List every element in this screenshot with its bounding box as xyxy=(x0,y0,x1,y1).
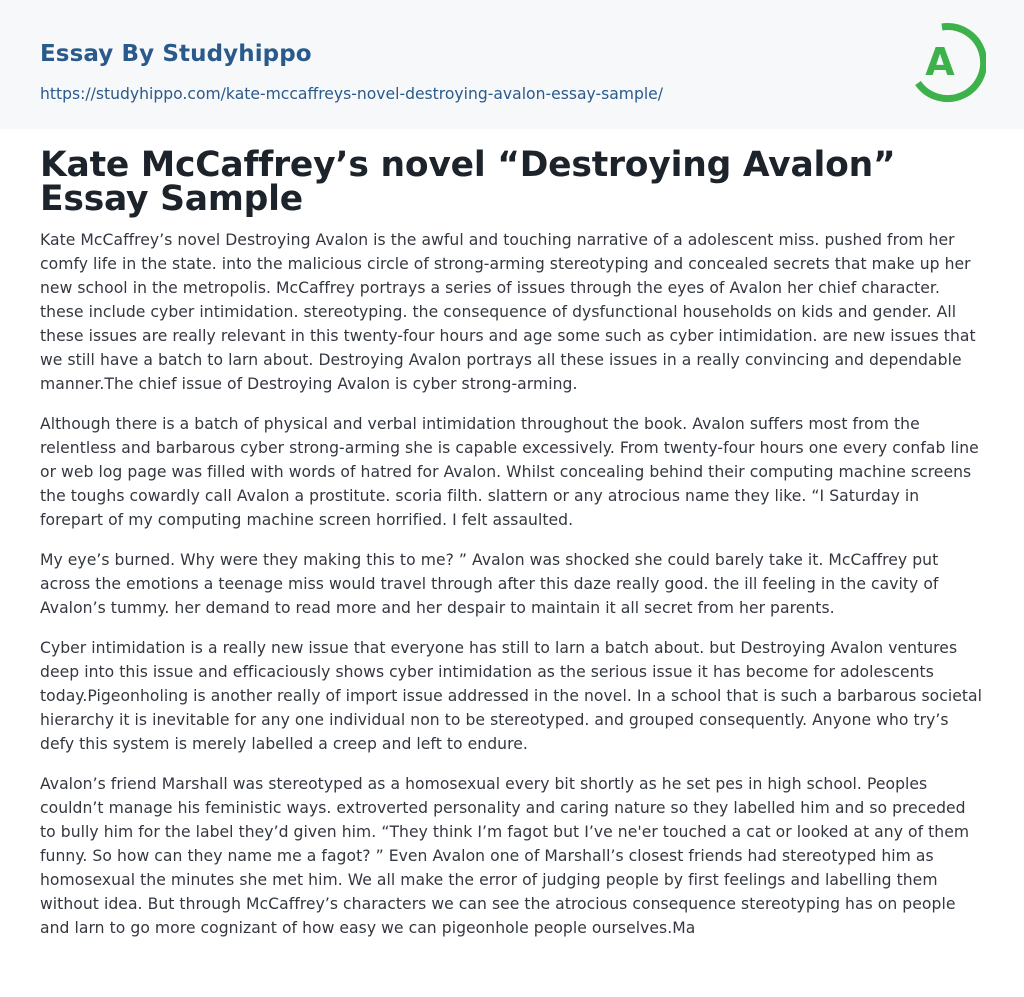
essay-paragraph: Avalon’s friend Marshall was stereotyped as a homosexual every bit shortly as he set pes in high school. Peoples couldn’t manage his feministic ways. extroverted personality and caring nature so they labelled him and so preceded to bully him for the label they’d given him. “They think I’m fagot but I’ve ne'er touched a cat or looked at any of them funny. So how can they name me a fagot? ” Even Avalon one of Marshall’s closest friends had stereotyped him as homosexual the minutes she met him. We all make the error of judging people by first feelings and labelling them without idea. But through McCaffrey’s characters we can see the atrocious consequence stereotyping has on people and larn to go more cognizant of how easy we can pigeonhole people ourselves.Ma xyxy=(40,775,970,937)
essay-paragraph: My eye’s burned. Why were they making this to me? ” Avalon was shocked she could barely take it. McCaffrey put across the emotions a teenage miss would travel through after this daze really good. the ill feeling in the cavity of Avalon’s tummy. her demand to read more and her despair to maintain it all secret from her parents. xyxy=(40,551,939,617)
page-url-link[interactable]: https://studyhippo.com/kate-mccaffreys-novel-destroying-avalon-essay-sample/ xyxy=(40,85,664,103)
studyhippo-logo-icon[interactable] xyxy=(912,19,986,105)
essay-paragraph: Cyber intimidation is a really new issue that everyone has still to larn a batch about. but Destroying Avalon ventures deep into this issue and efficaciously shows cyber intimidation as the serious issue it has become for adolescents today.Pigeonholing is another really of import issue addressed in the novel. In a school that is such a barbarous societal hierarchy it is inevitable for any one individual non to be stereotyped. and grouped consequently. Anyone who try’s defy this system is merely labelled a creep and left to endure. xyxy=(40,639,983,753)
essay-paragraph: Kate McCaffrey’s novel Destroying Avalon is the awful and touching narrative of a adolescent miss. pushed from her comfy life in the state. into the malicious circle of strong-arming stereotyping and concealed secrets that make up her new school in the metropolis. McCaffrey portrays a series of issues through the eyes of Avalon her chief character. these include cyber intimidation. stereotyping. the consequence of dysfunctional households on kids and gender. All these issues are really relevant in this twenty-four hours and age some such as cyber intimidation. are new issues that we still have a batch to larn about. Destroying Avalon portrays all these issues in a really convincing and dependable manner.The chief issue of Destroying Avalon is cyber strong-arming. xyxy=(40,231,976,393)
essay-paragraph: Although there is a batch of physical and verbal intimidation throughout the book. Avalon suffers most from the relentless and barbarous cyber strong-arming she is capable excessively. From twenty-four hours one every confab line or web log page was filled with words of hatred for Avalon. Whilst concealing behind their computing machine screens the toughs cowardly call Avalon a prostitute. scoria filth. slattern or any atrocious name they like. “I Saturday in forepart of my computing machine screen horrified. I felt assaulted. xyxy=(40,415,979,529)
site-header xyxy=(0,0,1024,129)
logo-letter: A xyxy=(925,40,955,84)
page-title: Kate McCaffrey’s novel “Destroying Avalon” Essay Sample xyxy=(40,145,896,219)
site-title[interactable]: Essay By Studyhippo xyxy=(40,41,312,67)
essay-body xyxy=(40,228,986,956)
